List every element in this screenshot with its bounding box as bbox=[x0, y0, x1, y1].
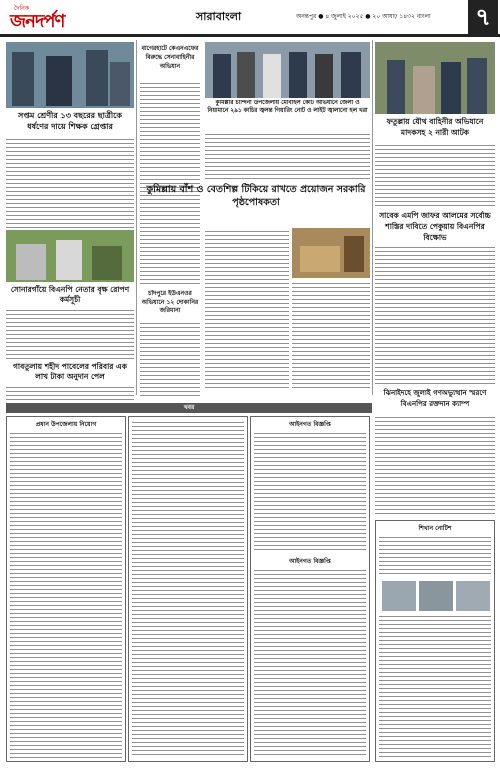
column-divider bbox=[136, 40, 137, 395]
ad-notice-title: শিখান নোটিশ bbox=[418, 525, 452, 532]
column-divider bbox=[372, 40, 373, 395]
article-body-a6-cont bbox=[292, 282, 370, 390]
section-title: সারাবাংলা bbox=[196, 10, 242, 23]
ad-appointment bbox=[6, 416, 126, 762]
headline-a2: বাগেরহাটে কেএনএফের বিরুদ্ধে সেনাবাহিনীর অভিযান bbox=[141, 45, 199, 70]
headline-a4: ফতুল্লায় যৌথ বাহিনীর অভিযানে মাদকসহ ২ নারী আটক bbox=[386, 117, 484, 137]
headline-a6: কুমিল্লায় বাঁশ ও বেতশিল্প টিকিয়ে রাখতে প্রয়োজন সরকারি পৃষ্ঠপোষকতা bbox=[146, 184, 366, 208]
headline-a1: সপ্তম শ্রেণীর ১৩ বছরের ছাত্রীকে ধর্ষণের দায়ে শিক্ষক গ্রেপ্তার bbox=[18, 111, 122, 131]
ad-legal-notice-2-title: আইনগত বিজ্ঞপ্তি bbox=[289, 421, 331, 428]
article-body-a8 bbox=[6, 386, 134, 400]
brand-small: দৈনিক bbox=[14, 5, 30, 12]
ad-appointment-title: প্রধান উপজেলায় নিয়োগ bbox=[35, 421, 97, 428]
ad-legal-notice-1 bbox=[128, 416, 248, 762]
headline-a10: ঝিনাইদহে জুলাই গণঅভ্যুত্থান স্মরণে বিএনপির রক্তদান ক্যাম্প bbox=[383, 389, 487, 408]
headline-a8: গাবতুলায় শহীদ পাবেলের পরিবার এক লাখ টাকা অনুদান পেল bbox=[13, 362, 127, 381]
photo-arrest bbox=[6, 42, 134, 108]
ad-legal-notice-2 bbox=[250, 416, 370, 762]
article-body-a1 bbox=[6, 138, 134, 228]
headline-a7: সোনারগাঁয়ে বিএনপি নেতার বৃক্ষ রোপণ কর্মসূচী bbox=[10, 285, 130, 304]
issue-date: অনন্তপুর ● ৪ জুলাই ২০২৫ ● ২০ আষাঢ় ১৪৩২ বাংলা bbox=[296, 13, 431, 20]
ads-divider-label: খবর bbox=[183, 404, 195, 411]
masthead-rule bbox=[0, 34, 500, 37]
article-body-a9 bbox=[140, 322, 200, 396]
ad-notice-body bbox=[379, 615, 491, 757]
headline-a3: কুমিল্লার চান্দিনা উপজেলায় মোবাইল কোর্ট অভিযানে জেলা ও নিয়ামানে ২৯১ কাচির জ্বলন্ত গিয়ারিং নোট ও লাইট জ্বালানো হল খরা bbox=[207, 100, 368, 114]
ad-legal-notice-3-body bbox=[254, 569, 366, 757]
article-body-a6 bbox=[205, 230, 289, 390]
article-body-a5 bbox=[375, 246, 495, 384]
ad-notice-body-top bbox=[379, 536, 491, 576]
article-body-a3 bbox=[205, 133, 370, 181]
brand-logo: জনদর্পণ bbox=[10, 11, 65, 32]
ad-legal-notice-1-body bbox=[132, 421, 244, 757]
ad-legal-notice-3-title: আইনগত বিজ্ঞপ্তি bbox=[289, 558, 331, 565]
photo-raid bbox=[375, 42, 495, 114]
photo-officials bbox=[205, 42, 370, 98]
ad-notice bbox=[375, 520, 495, 762]
page-number: ৭ bbox=[468, 0, 498, 34]
photo-bamboo-craft bbox=[292, 228, 370, 278]
article-body-a4 bbox=[375, 144, 495, 206]
ad-appointment-body bbox=[10, 432, 122, 758]
ad-notice-photo-3 bbox=[456, 581, 490, 611]
ad-legal-notice-2-body bbox=[254, 432, 366, 552]
headline-a5: সাবেক এমপি জাফর আলমের সর্বোচ্চ শাস্তির দাবিতে পেকুয়ায় বিএনপির বিক্ষোভ bbox=[379, 211, 491, 242]
ad-notice-photo-2 bbox=[419, 581, 453, 611]
article-body-a7 bbox=[6, 309, 134, 359]
headline-a9: চাঁদপুরে ইউএনওর অভিযানে ১২ দোকানির জরিমানা bbox=[141, 290, 199, 314]
ad-notice-photo-1 bbox=[382, 581, 416, 611]
photo-tree-plantation bbox=[6, 230, 134, 282]
article-body-a10 bbox=[375, 416, 495, 516]
